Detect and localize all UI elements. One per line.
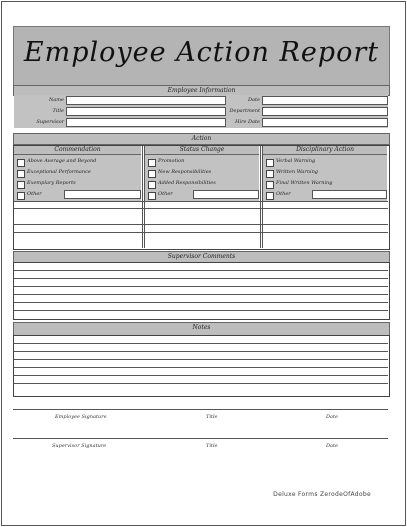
notes-line <box>14 383 388 384</box>
hire-date-field[interactable] <box>262 118 388 127</box>
notes-box[interactable] <box>13 335 390 397</box>
exemplary-reports-label: Exemplary Reports <box>27 180 76 186</box>
supervisor-date-label: Date <box>326 443 338 449</box>
footer-watermark: Deluxe Forms ZerodeOfAdobe <box>273 491 371 498</box>
disciplinary-header <box>263 146 387 155</box>
verbal-warning-checkbox[interactable] <box>266 159 274 167</box>
supervisor-field[interactable] <box>66 118 226 127</box>
notes-line <box>14 351 388 352</box>
disciplinary-header-text: Disciplinary Action <box>296 146 354 153</box>
action-rule-3 <box>14 224 388 225</box>
action-header-text: Action <box>191 135 212 142</box>
above-average-label: Above Average and Beyond <box>27 158 97 164</box>
action-rule-4 <box>14 232 388 233</box>
commendation-header <box>14 146 141 155</box>
department-field[interactable] <box>262 107 388 116</box>
commendation-other-field[interactable] <box>64 190 141 199</box>
date-label: Date <box>248 97 260 103</box>
name-field[interactable] <box>66 96 226 105</box>
status-other-checkbox[interactable] <box>148 192 156 200</box>
final-written-warning-label: Final Written Warning <box>276 180 333 186</box>
final-written-warning-checkbox[interactable] <box>266 181 274 189</box>
comment-line <box>14 310 388 311</box>
notes-line <box>14 375 388 376</box>
supervisor-signature-label: Supervisor Signature <box>52 443 107 449</box>
added-responsibilities-checkbox[interactable] <box>148 181 156 189</box>
comment-line <box>14 294 388 295</box>
hire-date-label: Hire Date <box>235 119 260 125</box>
new-responsibilities-label: New Responsibilities <box>158 169 212 175</box>
added-responsibilities-label: Added Responsibilities <box>158 180 216 186</box>
action-rule-1 <box>14 201 388 202</box>
exemplary-reports-checkbox[interactable] <box>17 181 25 189</box>
comment-line <box>14 286 388 287</box>
department-label: Department <box>229 108 260 114</box>
status-other-field[interactable] <box>193 190 259 199</box>
promotion-checkbox[interactable] <box>148 159 156 167</box>
comment-line <box>14 278 388 279</box>
page-title: Employee Action Report <box>23 37 380 68</box>
status-other-label: Other <box>158 191 173 197</box>
promotion-label: Promotion <box>158 158 185 164</box>
title-banner <box>13 26 390 88</box>
name-label: Name <box>48 97 64 103</box>
disciplinary-other-checkbox[interactable] <box>266 192 274 200</box>
status-change-header-text: Status Change <box>179 146 225 153</box>
new-responsibilities-checkbox[interactable] <box>148 170 156 178</box>
notes-header-text: Notes <box>192 324 211 331</box>
employee-signature-label: Employee Signature <box>55 414 107 420</box>
title-field[interactable] <box>66 107 226 116</box>
supervisor-label: Supervisor <box>36 119 64 125</box>
action-rule-2 <box>14 208 388 209</box>
notes-line <box>14 359 388 360</box>
exceptional-performance-checkbox[interactable] <box>17 170 25 178</box>
signature-line-1[interactable] <box>13 409 388 410</box>
commendation-header-text: Commendation <box>54 146 101 153</box>
above-average-checkbox[interactable] <box>17 159 25 167</box>
employee-title-label: Title <box>206 414 218 420</box>
comment-line <box>14 302 388 303</box>
action-header <box>13 133 390 145</box>
disciplinary-other-field[interactable] <box>312 190 387 199</box>
title-label: Title <box>52 108 64 114</box>
commendation-other-label: Other <box>27 191 42 197</box>
verbal-warning-label: Verbal Warning <box>276 158 316 164</box>
commendation-other-checkbox[interactable] <box>17 192 25 200</box>
disciplinary-other-label: Other <box>276 191 291 197</box>
notes-header <box>13 322 390 336</box>
signature-line-2[interactable] <box>13 438 388 439</box>
written-warning-label: Written Warning <box>276 169 319 175</box>
notes-line <box>14 343 388 344</box>
supervisor-title-label: Title <box>206 443 218 449</box>
exceptional-performance-label: Exceptional Performance <box>27 169 91 175</box>
date-field[interactable] <box>262 96 388 105</box>
notes-line <box>14 367 388 368</box>
status-change-header <box>145 146 259 155</box>
comment-line <box>14 270 388 271</box>
employee-info-header-text: Employee Information <box>167 87 236 94</box>
supervisor-comments-header-text: Supervisor Comments <box>167 253 236 260</box>
written-warning-checkbox[interactable] <box>266 170 274 178</box>
employee-date-label: Date <box>326 414 338 420</box>
